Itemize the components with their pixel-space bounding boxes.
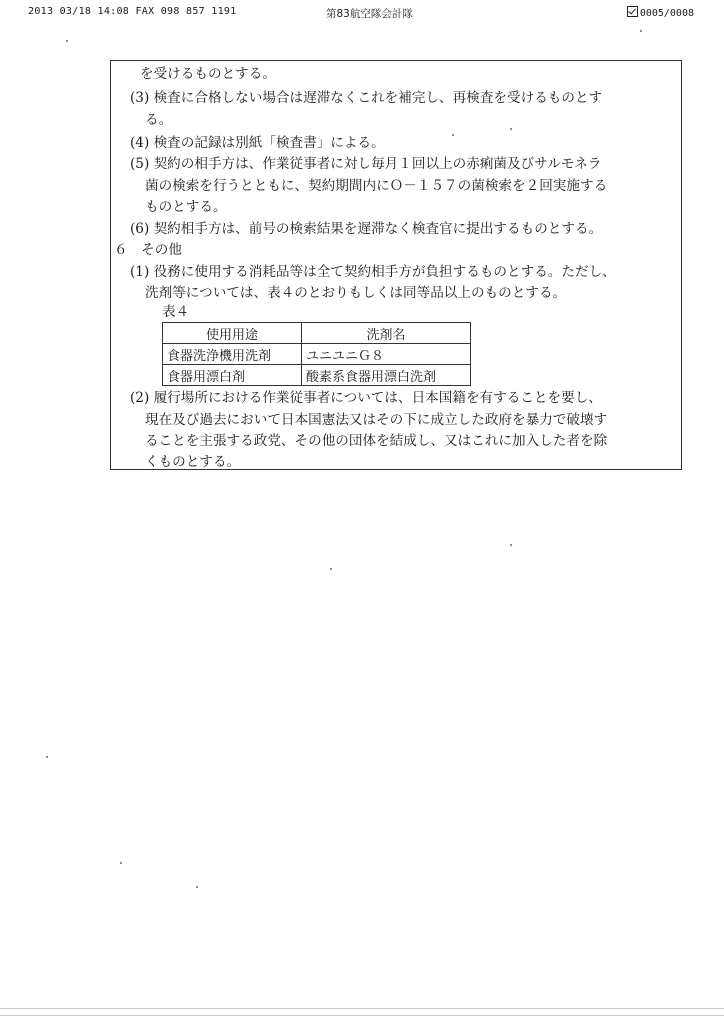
scan-speck bbox=[452, 134, 454, 136]
detergent-table bbox=[162, 322, 471, 386]
scan-speck bbox=[330, 568, 332, 570]
body-line: ることを主張する政党、その他の団体を結成し、又はこれに加入した者を除 bbox=[145, 433, 608, 449]
fax-header bbox=[0, 6, 724, 20]
body-line: ものとする。 bbox=[145, 199, 227, 215]
section-heading: ６ その他 bbox=[114, 242, 182, 258]
scan-speck bbox=[196, 886, 198, 888]
body-line: (1) 役務に使用する消耗品等は全て契約相手方が負担するものとする。ただし、 bbox=[130, 264, 616, 280]
table-header-detergent: 洗剤名 bbox=[302, 323, 471, 344]
scan-speck bbox=[510, 544, 512, 546]
fax-header-timestamp: 2013 03/18 14:08 FAX 098 857 1191 bbox=[28, 6, 237, 17]
body-line: (4) 検査の記録は別紙「検査書」による。 bbox=[130, 135, 385, 151]
checkbox-icon bbox=[627, 6, 638, 17]
body-line: (6) 契約相手方は、前号の検索結果を遅滞なく検査官に提出するものとする。 bbox=[130, 221, 603, 237]
scan-speck bbox=[640, 30, 642, 32]
scan-speck bbox=[46, 756, 48, 758]
body-line: くものとする。 bbox=[145, 454, 241, 470]
body-line: 菌の検索を行うとともに、契約期間内にＯ－１５７の菌検索を２回実施する bbox=[145, 178, 608, 194]
table-row bbox=[163, 365, 471, 386]
fax-header-page bbox=[627, 6, 694, 19]
table-header-usage: 使用用途 bbox=[163, 323, 302, 344]
scan-speck bbox=[510, 128, 512, 130]
body-line: (5) 契約の相手方は、作業従事者に対し毎月１回以上の赤痢菌及びサルモネラ bbox=[130, 156, 602, 172]
body-line: (3) 検査に合格しない場合は遅滞なくこれを補完し、再検査を受けるものとす bbox=[130, 90, 603, 106]
fax-header-sender: 第83航空隊会計隊 bbox=[326, 8, 413, 20]
body-line: 洗剤等については、表４のとおりもしくは同等品以上のものとする。 bbox=[145, 285, 567, 301]
body-line: 現在及び過去において日本国憲法又はその下に成立した政府を暴力で破壊す bbox=[145, 412, 608, 428]
table-header-row bbox=[163, 323, 471, 344]
scan-edge-line bbox=[0, 1008, 724, 1009]
table-row bbox=[163, 344, 471, 365]
table-cell-usage: 食器洗浄機用洗剤 bbox=[163, 344, 302, 365]
scan-speck bbox=[66, 40, 68, 42]
scan-edge-line bbox=[0, 1015, 724, 1016]
body-line: る。 bbox=[145, 112, 173, 128]
table-cell-detergent: 酸素系食器用漂白洗剤 bbox=[302, 365, 471, 386]
table-cell-detergent: ユニユニＧ８ bbox=[302, 344, 471, 365]
table-caption: 表４ bbox=[162, 304, 190, 320]
body-line: を受けるものとする。 bbox=[140, 66, 276, 82]
table-cell-usage: 食器用漂白剤 bbox=[163, 365, 302, 386]
body-line: (2) 履行場所における作業従事者については、日本国籍を有することを要し、 bbox=[130, 390, 602, 406]
scan-speck bbox=[120, 862, 122, 864]
fax-page-number: 0005/0008 bbox=[639, 8, 694, 19]
